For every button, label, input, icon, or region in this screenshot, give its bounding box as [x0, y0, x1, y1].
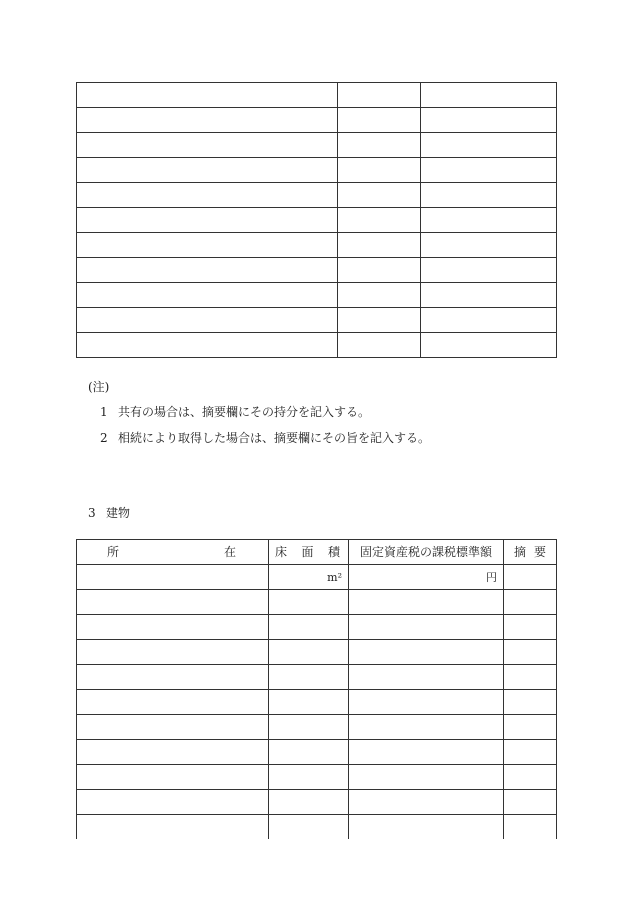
table-cell[interactable] [269, 790, 349, 815]
table-cell[interactable] [338, 258, 421, 283]
table-row [77, 665, 557, 690]
table-cell[interactable] [269, 640, 349, 665]
table-cell[interactable] [504, 765, 557, 790]
table-cell[interactable] [421, 108, 557, 133]
header-tax-value: 固定資産税の課税標準額 [349, 540, 504, 565]
table-cell[interactable] [269, 815, 349, 840]
table-cell[interactable] [349, 715, 504, 740]
table-cell[interactable] [77, 283, 338, 308]
table-cell[interactable] [269, 740, 349, 765]
table-cell[interactable] [338, 283, 421, 308]
table-row [77, 108, 557, 133]
table-cell[interactable] [504, 740, 557, 765]
table-row [77, 333, 557, 358]
table-row [77, 640, 557, 665]
table-row [77, 590, 557, 615]
table-cell[interactable] [504, 665, 557, 690]
table-cell[interactable] [504, 690, 557, 715]
table-cell[interactable] [349, 615, 504, 640]
table-cell[interactable] [349, 790, 504, 815]
upper-table [76, 82, 557, 358]
table-header-row [77, 540, 557, 565]
table-cell[interactable] [349, 665, 504, 690]
table-cell[interactable] [77, 133, 338, 158]
table-cell[interactable] [338, 333, 421, 358]
table-row [77, 308, 557, 333]
table-cell[interactable] [421, 258, 557, 283]
table-cell[interactable] [421, 133, 557, 158]
table-row [77, 183, 557, 208]
table-cell[interactable] [338, 83, 421, 108]
header-location-char: 在 [223, 545, 236, 559]
table-cell[interactable] [269, 715, 349, 740]
header-location [77, 540, 269, 565]
table-row [77, 83, 557, 108]
table-cell[interactable] [269, 615, 349, 640]
table-cell[interactable] [77, 765, 269, 790]
table-cell[interactable] [349, 690, 504, 715]
table-row [77, 815, 557, 840]
table-cell[interactable] [421, 283, 557, 308]
table-cell[interactable] [77, 640, 269, 665]
note-item-2 [100, 429, 430, 446]
table-cell[interactable] [77, 715, 269, 740]
header-location-char: 所 [107, 545, 120, 559]
table-row [77, 790, 557, 815]
note-item-text: 共有の場合は、摘要欄にその持分を記入する。 [118, 405, 371, 419]
note-item-number: 1 [100, 405, 108, 419]
table-cell[interactable] [504, 590, 557, 615]
note-item-text: 相続により取得した場合は、摘要欄にその旨を記入する。 [118, 431, 431, 445]
table-row [77, 715, 557, 740]
table-cell[interactable] [421, 83, 557, 108]
table-cell[interactable] [338, 158, 421, 183]
table-cell[interactable] [504, 615, 557, 640]
note-heading: (注) [88, 380, 110, 394]
table-cell[interactable] [349, 815, 504, 840]
table-cell[interactable] [338, 308, 421, 333]
table-cell[interactable] [349, 740, 504, 765]
table-cell[interactable] [269, 765, 349, 790]
table-cell[interactable] [421, 333, 557, 358]
table-row [77, 765, 557, 790]
table-row [77, 740, 557, 765]
header-remarks-char: 摘 [514, 545, 527, 559]
table-cell[interactable] [77, 615, 269, 640]
table-cell[interactable] [349, 765, 504, 790]
table-row [77, 565, 557, 590]
table-cell[interactable] [338, 208, 421, 233]
table-cell[interactable] [77, 308, 338, 333]
table-cell[interactable] [77, 83, 338, 108]
header-floor-area-char: 面 [301, 545, 314, 559]
table-row [77, 283, 557, 308]
table-row [77, 208, 557, 233]
section-number: 3 [88, 506, 96, 520]
table-cell[interactable] [77, 590, 269, 615]
table-row [77, 158, 557, 183]
table-cell[interactable] [338, 108, 421, 133]
table-cell[interactable] [77, 333, 338, 358]
header-floor-area [269, 540, 349, 565]
table-cell[interactable] [504, 640, 557, 665]
note-item-1 [100, 403, 370, 420]
table-cell[interactable] [77, 183, 338, 208]
yen-unit-label: 円 [349, 565, 504, 590]
table-cell[interactable] [504, 790, 557, 815]
table-cell[interactable] [77, 258, 338, 283]
table-cell[interactable] [77, 208, 338, 233]
table-cell[interactable] [421, 183, 557, 208]
header-remarks-char: 要 [533, 545, 546, 559]
table-cell[interactable] [77, 565, 269, 590]
table-cell[interactable] [77, 108, 338, 133]
table-cell[interactable] [338, 133, 421, 158]
table-cell[interactable] [504, 815, 557, 840]
table-cell[interactable] [421, 208, 557, 233]
table-cell[interactable] [269, 665, 349, 690]
table-row [77, 258, 557, 283]
section-heading [88, 504, 130, 521]
table-cell[interactable] [77, 740, 269, 765]
table-row [77, 233, 557, 258]
section-title: 建物 [106, 506, 131, 520]
area-unit-label: m² [269, 565, 349, 590]
table-cell[interactable] [504, 715, 557, 740]
header-floor-area-char: 床 [275, 545, 288, 559]
table-cell[interactable] [421, 233, 557, 258]
table-cell[interactable] [421, 308, 557, 333]
table-cell[interactable] [77, 790, 269, 815]
table-cell[interactable] [349, 590, 504, 615]
table-cell[interactable] [77, 158, 338, 183]
table-cell[interactable] [504, 565, 557, 590]
building-table [76, 539, 557, 839]
note-item-number: 2 [100, 431, 108, 445]
table-cell[interactable] [338, 183, 421, 208]
table-row [77, 690, 557, 715]
header-remarks [504, 540, 557, 565]
table-cell[interactable] [349, 640, 504, 665]
table-cell[interactable] [77, 665, 269, 690]
header-floor-area-char: 積 [327, 545, 340, 559]
table-cell[interactable] [421, 158, 557, 183]
table-cell[interactable] [269, 590, 349, 615]
table-cell[interactable] [338, 233, 421, 258]
table-cell[interactable] [269, 690, 349, 715]
table-cell[interactable] [77, 815, 269, 840]
table-cell[interactable] [77, 690, 269, 715]
table-row [77, 615, 557, 640]
table-row [77, 133, 557, 158]
table-cell[interactable] [77, 233, 338, 258]
